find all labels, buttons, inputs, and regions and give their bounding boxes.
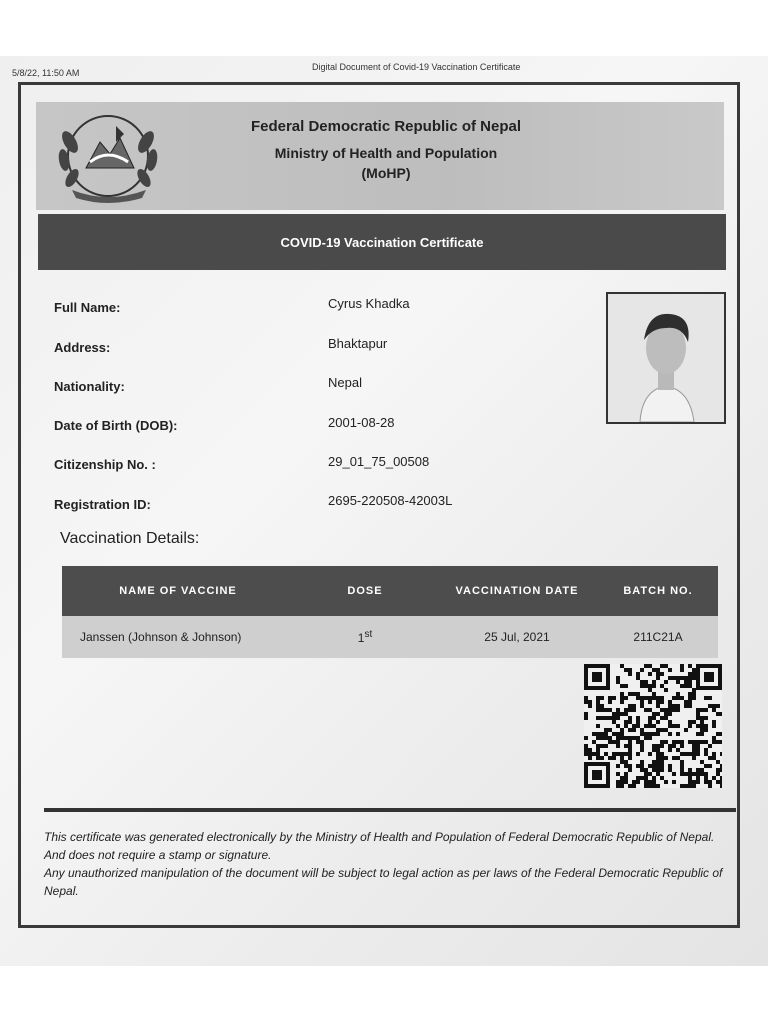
column-header-vaccine: NAME OF VACCINE: [62, 566, 294, 616]
footer-paragraph-electronic: This certificate was generated electronically by the Ministry of Health and Population of Federal Democratic Republic of Nepal. And does not require a stamp or signature.: [44, 830, 715, 862]
person-photo: [606, 292, 726, 424]
address-label: Address:: [54, 340, 111, 355]
table-row: [62, 616, 718, 658]
print-timestamp: 5/8/22, 11:50 AM: [12, 68, 80, 78]
dose-suffix: st: [364, 629, 373, 640]
header-ministry-name: Ministry of Health and Population: [274, 145, 498, 161]
nationality-label: Nationality:: [54, 379, 125, 394]
vaccination-details-title: Vaccination Details:: [60, 530, 200, 547]
header-country-name: Federal Democratic Republic of Nepal: [250, 118, 522, 135]
footer-paragraph-legal: Any unauthorized manipulation of the document will be subject to legal action as per laws of the Federal Democratic Republic of Nepal.: [44, 866, 723, 898]
footer-divider: [44, 808, 736, 812]
dob-label: Date of Birth (DOB):: [54, 418, 178, 433]
citizenship-value: 29_01_75_00508: [328, 454, 430, 469]
column-header-batch: BATCH NO.: [598, 566, 718, 616]
dose-cell: [294, 616, 436, 658]
certificate-sheet: [0, 56, 768, 966]
citizenship-label: Citizenship No. :: [54, 457, 156, 472]
header-ministry-abbr: (MoHP): [361, 165, 411, 181]
full-name-value: Cyrus Khadka: [328, 296, 410, 311]
column-header-date: VACCINATION DATE: [436, 566, 598, 616]
vaccination-table-header-row: [62, 566, 718, 616]
nepal-emblem-icon: [50, 112, 172, 204]
column-header-dose: DOSE: [294, 566, 436, 616]
certificate-title-bar: [38, 214, 726, 270]
address-value: Bhaktapur: [328, 336, 388, 351]
qr-code-icon: [584, 664, 722, 788]
dose-number: 1: [357, 631, 365, 645]
full-name-label: Full Name:: [54, 300, 121, 315]
registration-id-value: 2695-220508-42003L: [328, 493, 453, 508]
vaccination-date-cell: 25 Jul, 2021: [436, 616, 598, 658]
vaccination-table: [62, 566, 718, 658]
certificate-title: COVID-19 Vaccination Certificate: [280, 234, 484, 250]
print-document-title: Digital Document of Covid-19 Vaccination Certificate: [312, 62, 521, 72]
dob-value: 2001-08-28: [328, 415, 395, 430]
batch-number-cell: 211C21A: [598, 616, 718, 658]
certificate-header: [36, 102, 724, 210]
registration-id-label: Registration ID:: [54, 497, 151, 512]
footer-notice: [44, 828, 734, 900]
vaccine-name-cell: Janssen (Johnson & Johnson): [62, 616, 294, 658]
nationality-value: Nepal: [328, 375, 362, 390]
person-silhouette-icon: [608, 294, 724, 422]
